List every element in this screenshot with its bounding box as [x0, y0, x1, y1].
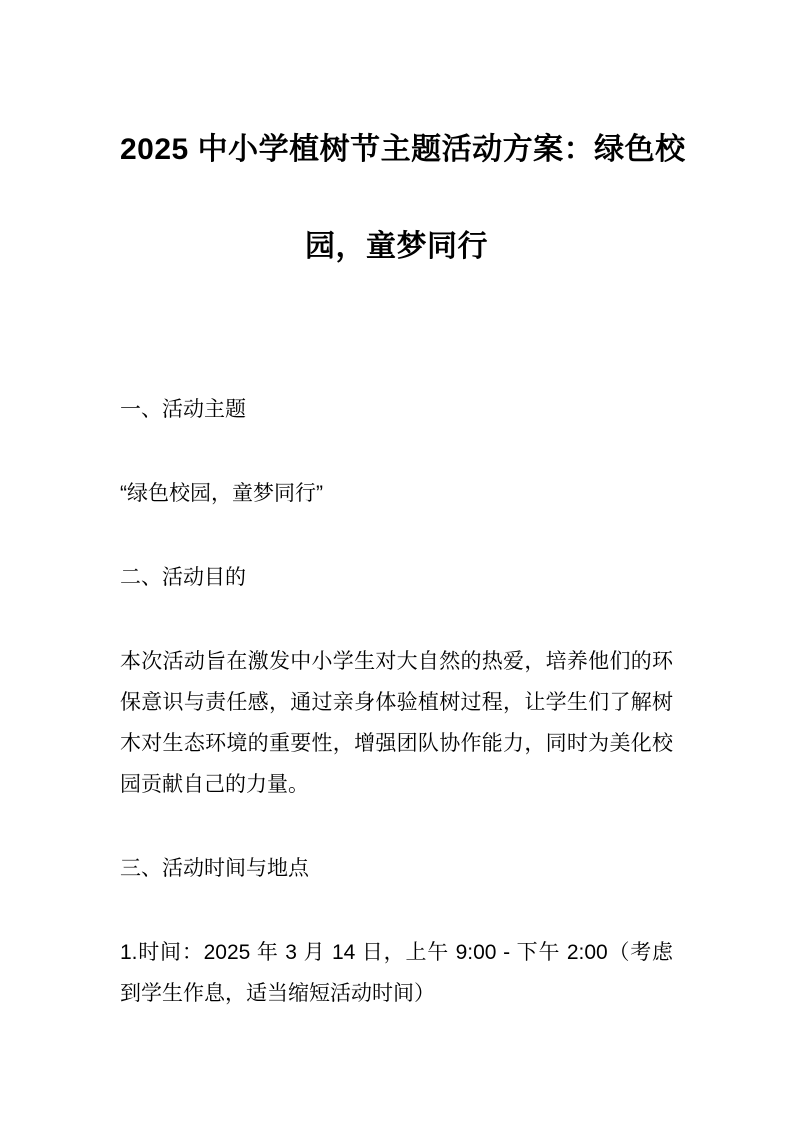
document-title-line-2: 园，童梦同行	[305, 230, 488, 263]
document-title-line-1: 2025 中小学植树节主题活动方案：绿色校	[120, 133, 686, 166]
section-3-heading: 三、活动时间与地点	[120, 857, 309, 880]
section-2-paragraph: 本次活动旨在激发中小学生对大自然的热爱，培养他们的环保意识与责任感，通过亲身体验植树过程，让学生们了解树木对生态环境的重要性，增强团队协作能力，同时为美化校园贡献自己的力量。	[120, 650, 673, 796]
document-title	[120, 101, 686, 295]
section-1-paragraph: “绿色校园，童梦同行”	[120, 482, 323, 505]
section-1-heading: 一、活动主题	[120, 398, 246, 421]
section-3-paragraph: 1.时间：2025 年 3 月 14 日，上午 9:00 - 下午 2:00（考虑到学生作息，适当缩短活动时间）	[120, 941, 673, 1005]
section-2-heading: 二、活动目的	[120, 566, 246, 589]
